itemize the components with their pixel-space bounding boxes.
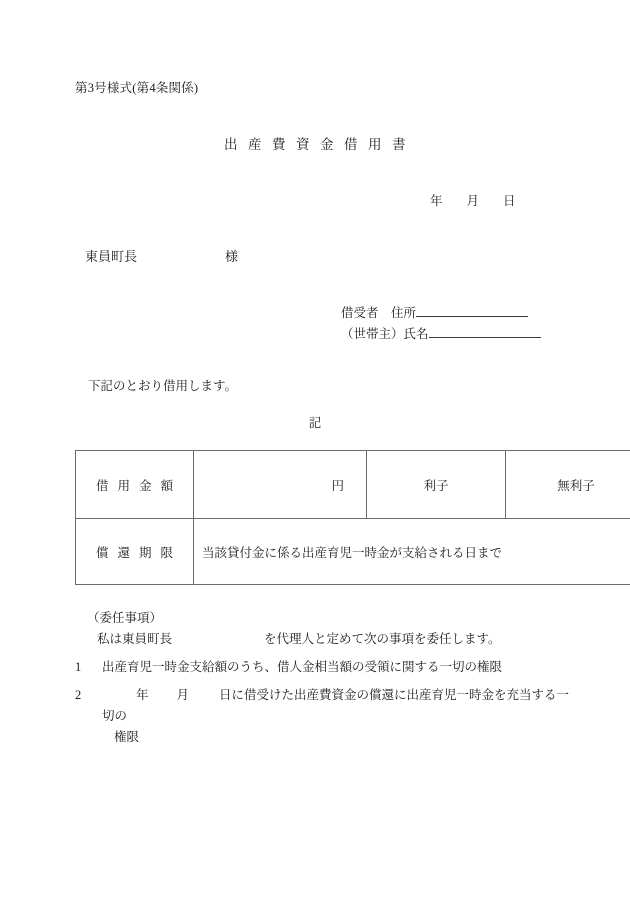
loan-details-table: [75, 450, 630, 585]
title-char-5: 金: [320, 137, 334, 152]
loan-amount-label-cell: [76, 451, 194, 519]
borrower-name-input[interactable]: [429, 324, 541, 338]
borrower-name-label: （世帯主）氏名: [341, 327, 429, 341]
interest-label: 利子: [423, 478, 449, 493]
repayment-term-label-char-2: 還: [117, 545, 130, 560]
title-char-2: 産: [248, 137, 262, 152]
document-title: [0, 133, 630, 153]
loan-amount-label-char-1: 借: [95, 478, 109, 493]
addressee-honorific: 様: [225, 249, 239, 264]
delegation-item-2-year-label: 年: [136, 688, 149, 702]
interest-label-cell: [367, 451, 506, 519]
borrower-block: [341, 303, 541, 345]
table-row: [76, 519, 630, 585]
repayment-term-text-cell: 当該貸付金に係る出産育児一時金が支給される日まで: [194, 519, 630, 585]
title-char-8: 書: [392, 137, 406, 152]
month-label: 月: [466, 194, 480, 208]
repayment-term-label-char-3: 期: [139, 545, 152, 560]
delegation-item-2: [75, 685, 575, 727]
loan-amount-label-char-3: 金: [139, 478, 152, 493]
borrower-address-label: 借受者 住所: [341, 306, 417, 320]
loan-amount-label-char-4: 額: [160, 478, 174, 493]
delegation-item-2-day-text: 日に借受けた出産費資金の償還に出産育児一時金を充当する一切の: [102, 688, 570, 723]
delegation-section: [75, 608, 575, 748]
addressee-line: [85, 246, 238, 265]
title-char-4: 資: [296, 137, 310, 152]
borrower-address-row: [341, 303, 541, 324]
delegation-item-2-text: [102, 685, 575, 727]
loan-amount-value-cell[interactable]: [194, 451, 367, 519]
title-char-7: 用: [368, 137, 382, 152]
repayment-term-label-char-1: 償: [95, 545, 109, 560]
title-char-1: 出: [224, 137, 238, 152]
delegation-item-1-text: 出産育児一時金支給額のうち、借人金相当額の受領に関する一切の権限: [102, 660, 503, 674]
loan-amount-unit: 円: [331, 478, 344, 493]
interest-value-cell: [506, 451, 630, 519]
table-row: [76, 451, 630, 519]
delegation-item-1-number: 1: [75, 660, 82, 674]
delegation-item-2-wrap-text: 権限: [114, 730, 140, 744]
delegation-item-1: [75, 657, 575, 678]
ki-mark: 記: [308, 416, 322, 430]
delegation-intro-prefix: 私は東員町長: [97, 632, 173, 646]
delegation-item-2-month-label: 月: [176, 688, 190, 702]
delegation-section-title: （委任事項）: [87, 611, 163, 625]
borrow-statement: 下記のとおり借用します。: [88, 379, 238, 393]
loan-amount-label-char-2: 用: [117, 478, 130, 493]
delegation-intro-suffix: を代理人と定めて次の事項を委任します。: [264, 632, 501, 646]
day-label: 日: [503, 194, 516, 208]
delegation-item-2-number: 2: [75, 688, 82, 702]
borrower-name-row: [341, 324, 541, 345]
repayment-term-label-char-4: 限: [160, 545, 174, 560]
addressee-name: 東員町長: [85, 249, 138, 264]
title-char-3: 費: [272, 137, 286, 152]
date-line: [430, 191, 516, 209]
interest-value: 無利子: [557, 478, 595, 493]
delegation-intro-line: [97, 629, 575, 650]
repayment-term-label-cell: [76, 519, 194, 585]
form-number-label: 第3号様式(第4条関係): [75, 81, 199, 95]
title-char-6: 借: [344, 137, 358, 152]
borrower-address-input[interactable]: [416, 303, 528, 317]
year-label: 年: [430, 194, 443, 208]
